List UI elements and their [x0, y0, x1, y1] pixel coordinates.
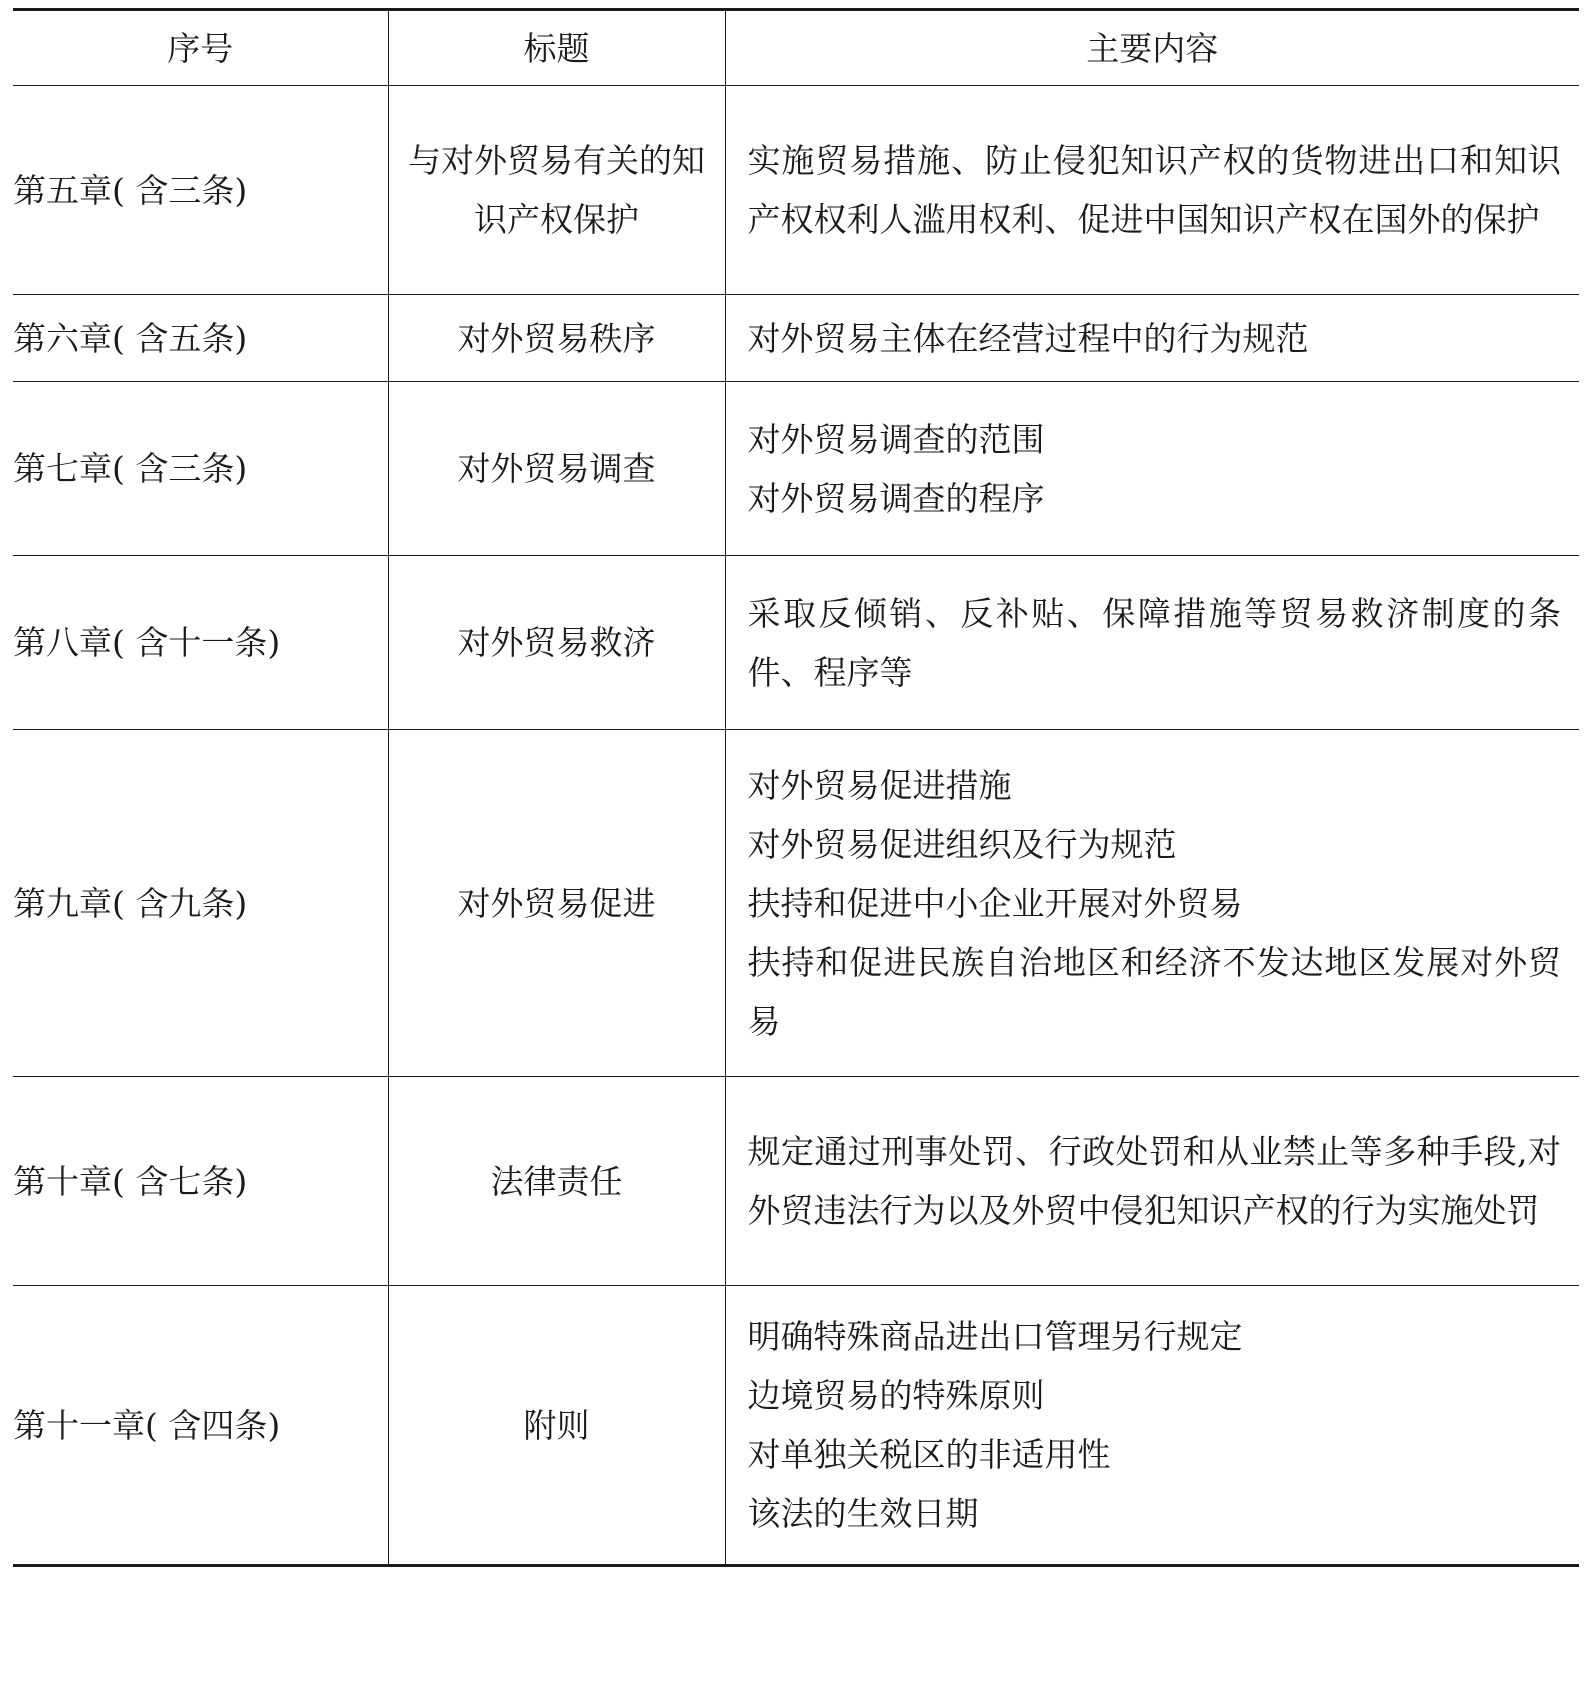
- header-row: [13, 10, 1579, 86]
- table-header: [13, 10, 1579, 86]
- table-row: [13, 86, 1579, 295]
- table-row: [13, 556, 1579, 730]
- content-cell: [725, 382, 1579, 556]
- content-cell: [725, 556, 1579, 730]
- content-line: 对单独关税区的非适用性: [747, 1435, 1111, 1474]
- content-cell: [725, 1077, 1579, 1286]
- chapter-cell: 第八章( 含十一条): [13, 556, 388, 730]
- title-cell: 对外贸易促进: [388, 730, 725, 1077]
- chapter-cell: 第六章( 含五条): [13, 295, 388, 382]
- header-content: 主要内容: [725, 10, 1579, 86]
- content-line: 该法的生效日期: [747, 1494, 979, 1533]
- title-cell: 对外贸易调查: [388, 382, 725, 556]
- header-index: 序号: [13, 10, 388, 86]
- content-line: 扶持和促进中小企业开展对外贸易: [747, 883, 1243, 923]
- table-row: [13, 1286, 1579, 1566]
- content-line: 规定通过刑事处罚、行政处罚和从业禁止等多种手段,对外贸违法行为以及外贸中侵犯知识产权的行为实施处罚: [747, 1132, 1561, 1230]
- content-line: 对外贸易主体在经营过程中的行为规范: [747, 318, 1309, 358]
- content-cell: [725, 730, 1579, 1077]
- content-cell: [725, 295, 1579, 382]
- law-chapters-table: [13, 8, 1579, 1567]
- table-row: [13, 295, 1579, 382]
- chapter-cell: 第七章( 含三条): [13, 382, 388, 556]
- title-cell: 对外贸易救济: [388, 556, 725, 730]
- header-title: 标题: [388, 10, 725, 86]
- table-row: [13, 730, 1579, 1077]
- table-row: [13, 382, 1579, 556]
- title-cell: 附则: [388, 1286, 725, 1566]
- content-line: 对外贸易促进组织及行为规范: [747, 824, 1177, 864]
- content-line: 边境贸易的特殊原则: [747, 1376, 1045, 1415]
- table-row: [13, 1077, 1579, 1286]
- content-line: 扶持和促进民族自治地区和经济不发达地区发展对外贸易: [747, 942, 1561, 1041]
- content-line: 采取反倾销、反补贴、保障措施等贸易救济制度的条件、程序等: [747, 593, 1561, 692]
- content-line: 实施贸易措施、防止侵犯知识产权的货物进出口和知识产权权利人滥用权利、促进中国知识产权在国外的保护: [747, 141, 1561, 239]
- content-line: 对外贸易调查的范围: [747, 419, 1045, 459]
- content-cell: [725, 1286, 1579, 1566]
- content-line: 对外贸易促进措施: [747, 765, 1012, 805]
- chapter-cell: 第九章( 含九条): [13, 730, 388, 1077]
- content-line: 明确特殊商品进出口管理另行规定: [747, 1317, 1243, 1356]
- content-cell: [725, 86, 1579, 295]
- title-cell: 法律责任: [388, 1077, 725, 1286]
- content-line: 对外贸易调查的程序: [747, 478, 1045, 518]
- chapter-cell: 第十一章( 含四条): [13, 1286, 388, 1566]
- chapter-cell: 第十章( 含七条): [13, 1077, 388, 1286]
- title-cell: 与对外贸易有关的知识产权保护: [388, 86, 725, 295]
- chapter-cell: 第五章( 含三条): [13, 86, 388, 295]
- table-body: [13, 86, 1579, 1566]
- title-cell: 对外贸易秩序: [388, 295, 725, 382]
